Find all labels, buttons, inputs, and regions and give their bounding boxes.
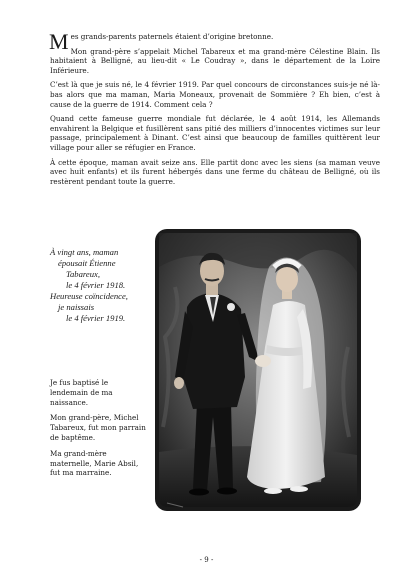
caption-line: épousait Étienne [58, 258, 116, 268]
side-notes [50, 378, 146, 484]
photo-caption [50, 247, 150, 324]
note-godmother: Ma grand-mère maternelle, Marie Absil, fut ma marraine. [50, 448, 139, 478]
caption-line: le 4 février 1919. [66, 313, 126, 323]
caption-line: À vingt ans, maman [50, 247, 119, 257]
main-text [50, 28, 380, 191]
page-number: - 9 - [199, 556, 214, 564]
paragraph-refuge: À cette époque, maman avait seize ans. Elle partit donc avec les siens (sa maman veuve avec huit enfants) et ils furent hébergés dans une ferme du château de Belligné, où ils restèrent pendant toute la guerre. [50, 157, 380, 186]
intro-text: es grands-parents paternels étaient d’origine bretonne. [70, 32, 274, 41]
drop-cap: M [49, 29, 69, 54]
caption-line: Tabareux, [66, 269, 100, 279]
caption-line: je naissais [58, 302, 95, 312]
caption-line: le 4 février 1918. [66, 280, 126, 290]
caption-line: Heureuse coïncidence, [50, 291, 128, 301]
paragraph-grandparents: Mon grand-père s’appelait Michel Tabareux et ma grand-mère Célestine Blain. Ils habitaient à Belligné, au lieu-dit « Le Coudray », dans le département de la Loire Inférieure. [50, 46, 380, 75]
intro-paragraph [49, 28, 380, 54]
wedding-photo [153, 227, 363, 513]
note-godfather: Mon grand-père, Michel Tabareux, fut mon parrain de baptême. [50, 413, 146, 442]
note-baptism: Je fus baptisé le lendemain de ma naissance. [50, 378, 113, 407]
paragraph-birth: C’est là que je suis né, le 4 février 1919. Par quel concours de circonstances suis-je né là-bas alors que ma maman, Maria Moneaux, provenait de Sommière ? Eh bien, c’est à cause de la guerre de 1914. Comment cela ? [50, 80, 380, 109]
paragraph-war: Quand cette fameuse guerre mondiale fut déclarée, le 4 août 1914, les Allemands envahirent la Belgique et fusillèrent sans pitié des milliers d’innocentes victimes sur leur passage, principalement à Dinant. C’est ainsi que beaucoup de familles quittèrent leur village pour aller se réfugier en France. [50, 114, 380, 152]
